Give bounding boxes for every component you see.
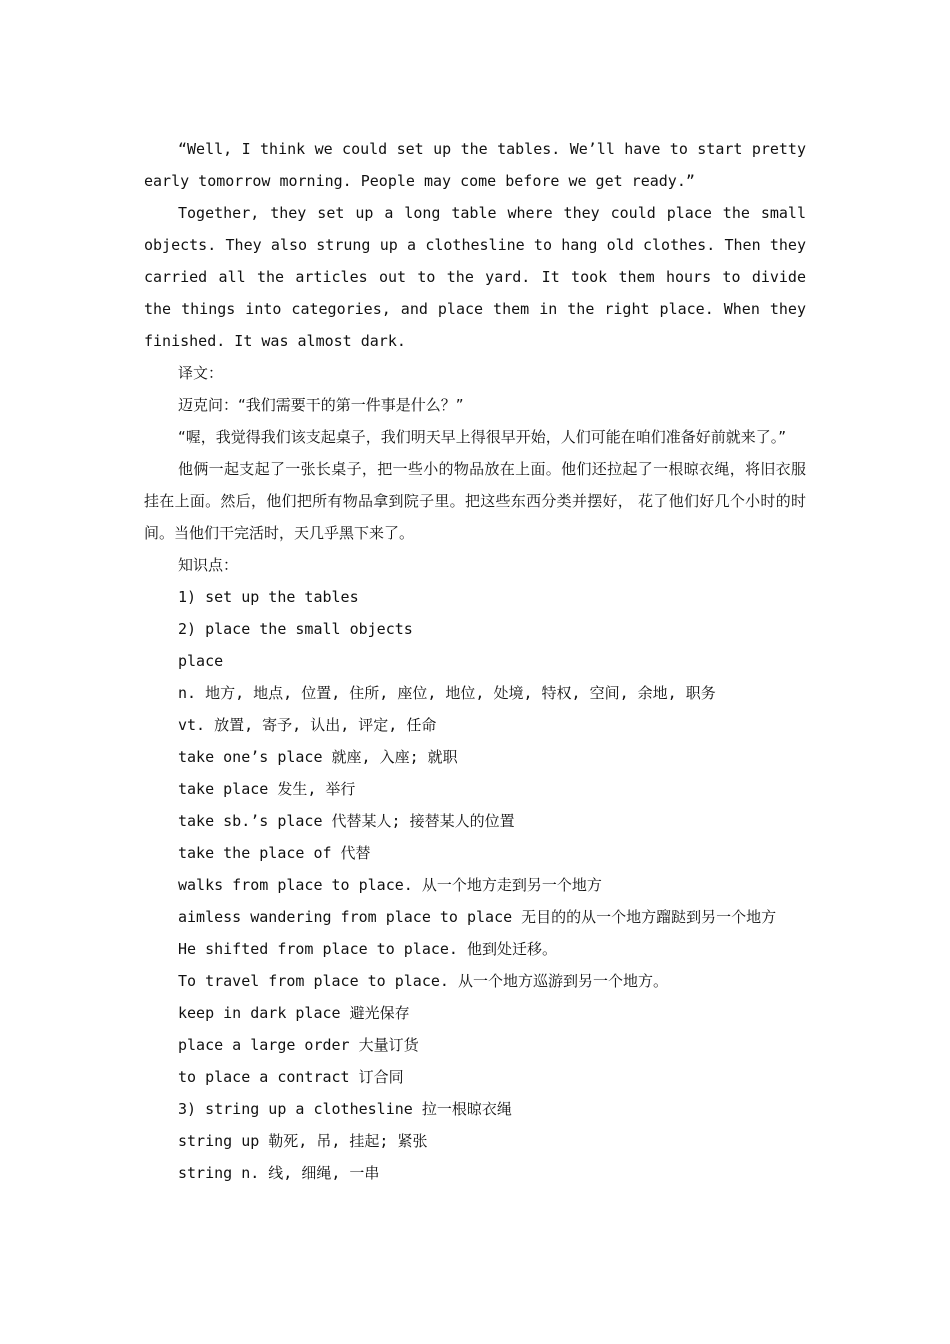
knowledge-item: 1) set up the tables (178, 588, 359, 606)
knowledge-item: string n. 线, 细绳, 一串 (178, 1164, 380, 1182)
knowledge-item: He shifted from place to place. 他到处迁移。 (178, 940, 557, 958)
knowledge-item: string up 勒死, 吊, 挂起; 紧张 (178, 1132, 428, 1150)
knowledge-item: take the place of 代替 (178, 844, 371, 862)
knowledge-item: n. 地方, 地点, 位置, 住所, 座位, 地位, 处境, 特权, 空间, 余地, 职务 (178, 684, 716, 702)
knowledge-item: vt. 放置, 寄予, 认出, 评定, 任命 (178, 716, 437, 734)
knowledge-item: take one’s place 就座, 入座; 就职 (178, 748, 458, 766)
translation-paragraph-3: 他俩一起支起了一张长桌子，把一些小的物品放在上面。他们还拉起了一根晾衣绳，将旧衣服挂在上面。然后，他们把所有物品拿到院子里。把这些东西分类并摆好， 花了他们好几个小时的时间。当他们干完活时，天几乎黑下来了。 (144, 460, 806, 542)
knowledge-item: place (178, 652, 224, 670)
knowledge-item: To travel from place to place. 从一个地方巡游到另一个地方。 (178, 972, 668, 990)
translation-line-1: 迈克问：“我们需要干的第一件事是什么？” (178, 396, 464, 414)
knowledge-item: keep in dark place 避光保存 (178, 1004, 410, 1022)
translation-paragraph-2: “喔，我觉得我们该支起桌子，我们明天早上得很早开始，人们可能在咱们准备好前就来了。” (178, 428, 787, 446)
knowledge-item: take sb.’s place 代替某人; 接替某人的位置 (178, 812, 515, 830)
knowledge-item: place a large order 大量订货 (178, 1036, 419, 1054)
dialogue-paragraph-english: “Well, I think we could set up the tables. We’ll have to start pretty early tomorrow morning. People may come before we get ready.” (144, 140, 806, 190)
knowledge-item: to place a contract 订合同 (178, 1068, 404, 1086)
translation-heading: 译文： (178, 364, 224, 382)
knowledge-item: walks from place to place. 从一个地方走到另一个地方 (178, 876, 602, 894)
narrative-paragraph-english: Together, they set up a long table where they could place the small objects. They also strung up a clothesline to hang old clothes. Then they carried all the articles out to the yard. It took them hours to divide the things into categories, and place them in the right place. When they finished. It was almost dark. (144, 204, 806, 350)
knowledge-item: take place 发生, 举行 (178, 780, 356, 798)
knowledge-item: 2) place the small objects (178, 620, 413, 638)
knowledge-item: 3) string up a clothesline 拉一根晾衣绳 (178, 1100, 512, 1118)
knowledge-heading: 知识点： (178, 556, 239, 574)
knowledge-item: aimless wandering from place to place 无目的的从一个地方蹓跶到另一个地方 (178, 908, 777, 926)
document-body (144, 133, 806, 1189)
